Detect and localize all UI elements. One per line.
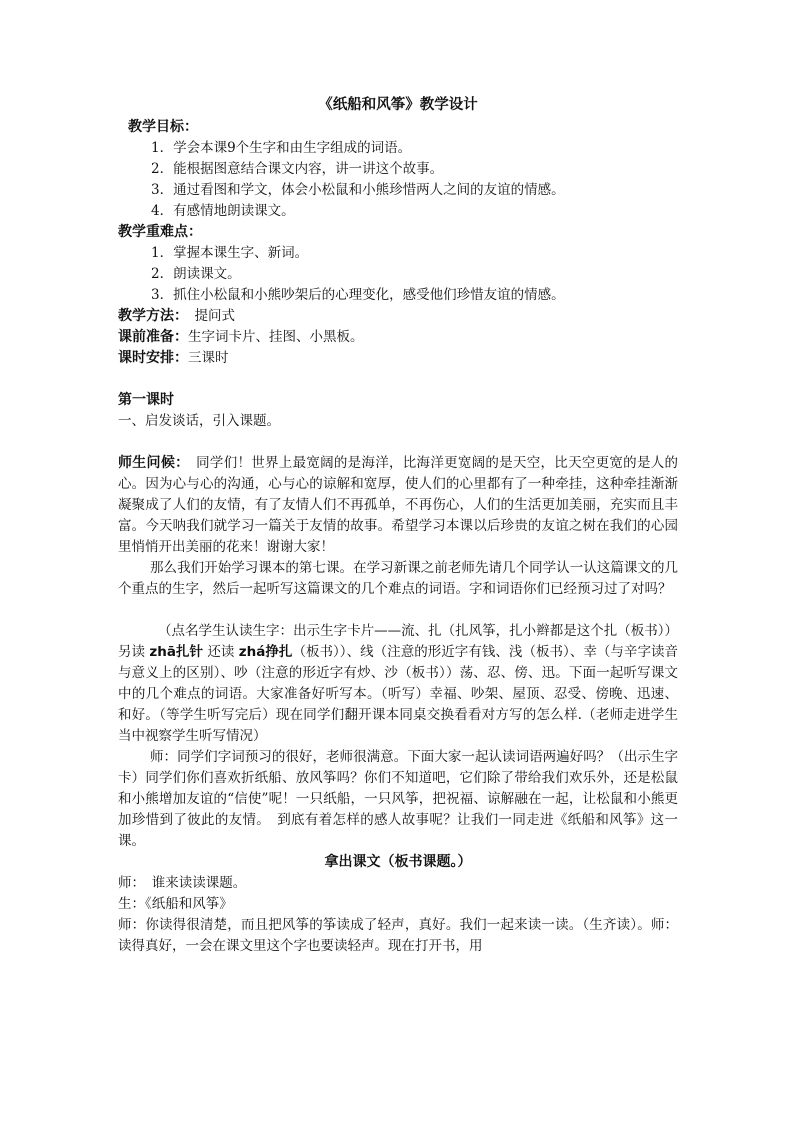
- goals-heading: 教学目标：: [128, 119, 198, 135]
- character-text-a: （点名学生认读生字：出示生字卡片——流、扎（扎风筝，扎小辫都是这个扎（板书））另读: [118, 623, 678, 660]
- method-label: 教学方法：: [118, 308, 181, 324]
- key-point-item: 2．朗读课文。: [151, 266, 241, 282]
- goal-item: 3．通过看图和学文，体会小松鼠和小熊珍惜两人之间的友谊的情感。: [151, 182, 565, 198]
- character-text-b: 还读: [203, 644, 239, 660]
- method-value: 提问式: [181, 308, 235, 324]
- goal-item: 2．能根据图意结合课文内容，讲一讲这个故事。: [151, 161, 444, 177]
- dialog-line: [118, 915, 678, 957]
- goal-item: 1．学会本课9个生字和由生字组成的词语。: [151, 140, 412, 156]
- dialog-speaker: 师：: [118, 875, 139, 891]
- greeting-label: 师生问候：: [118, 455, 183, 471]
- document-body: [118, 94, 678, 957]
- key-point-item: 1．掌握本课生字、新词。: [151, 245, 309, 261]
- pinyin-zha2: zhá挣扎: [238, 644, 293, 660]
- prep-label: 课前准备：: [118, 329, 188, 345]
- lesson1-heading: 第一课时: [118, 392, 174, 408]
- character-text-c: （板书））、线（注意的形近字有钱、浅（板书）、幸（与辛字读音与意义上的区别）、吵（注意的形近字有炒、沙（板书））荡、忍、傍、迅。下面一起听写课文中的几个难点的词语。大家准备好听写本。（听写）幸福、吵架、屋顶、忍受、傍晚、迅速、和好。（等学生听写完后）现在同学们翻开课本同桌交换看看对方写的怎么样.（老师走进学生当中视察学生听写情况）: [118, 644, 679, 744]
- dialog-line: [118, 873, 678, 894]
- method-line: [118, 306, 678, 327]
- dialog-speaker: 师：: [118, 917, 146, 933]
- key-points-heading: 教学重难点：: [118, 224, 202, 240]
- hours-line: [118, 348, 678, 369]
- lesson1-step1: 一、启发谈话，引入课题。: [118, 413, 280, 429]
- teacher-paragraph: 师：同学们字词预习的很好，老师很满意。下面大家一起认读词语两遍好吗？（出示生字卡）同学们你们喜欢折纸船、放风筝吗？你们不知道吧，它们除了带给我们欢乐外，还是松鼠和小熊增加友谊的“信使”呢！一只纸船，一只风筝，把祝福、谅解融在一起，让松鼠和小熊更加珍惜到了彼此的友情。 到底有着怎样的感人故事呢？让我们一同走进《纸船和风筝》这一课。: [118, 749, 678, 849]
- hours-value: 三课时: [188, 350, 229, 366]
- dialog-speaker: 生：: [118, 896, 145, 912]
- dialog-text: 《纸船和风筝》: [145, 896, 233, 912]
- greeting-text: 同学们！世界上最宽阔的是海洋，比海洋更宽阔的是天空，比天空更宽的是人的心。因为心与心的沟通，心与心的谅解和宽厚，使人们的心里都有了一种牵挂，这种牵挂渐渐凝聚成了人们的友情，有了友情人们不再孤单，不再伤心，人们的生活更加美丽，充实而且丰富。今天呐我们就学习一篇关于友情的故事。希望学习本课以后珍贵的友谊之树在我们的心园里悄悄开出美丽的花来！谢谢大家！: [118, 455, 678, 555]
- pinyin-zha1: zhā扎针: [149, 644, 204, 660]
- dialog-line: [118, 894, 678, 915]
- spacer: [118, 369, 678, 390]
- goal-item: 4．有感情地朗读课文。: [151, 203, 295, 219]
- hours-label: 课时安排：: [118, 350, 188, 366]
- board-heading: 拿出课文（板书课题。）: [324, 854, 472, 870]
- greeting-paragraph: [118, 453, 678, 558]
- spacer: [118, 432, 678, 453]
- prep-line: [118, 327, 678, 348]
- spacer: [118, 600, 678, 621]
- dialog-text: 你读得很清楚，而且把风筝的筝读成了轻声，真好。我们一起来读一读。（生齐读）。师：读得真好，一会在课文里这个字也要读轻声。现在打开书，用: [118, 917, 679, 954]
- key-point-item: 3．抓住小松鼠和小熊吵架后的心理变化，感受他们珍惜友谊的情感。: [151, 287, 565, 303]
- dialog-text: 谁来读读课题。: [138, 875, 247, 891]
- prep-value: 生字词卡片、挂图、小黑板。: [188, 329, 364, 345]
- character-paragraph: [118, 621, 678, 747]
- document-title: 《纸船和风筝》教学设计: [318, 96, 478, 113]
- intro-paragraph: 那么我们开始学习课本的第七课。在学习新课之前老师先请几个同学认一认这篇课文的几个重点的生字，然后一起听写这篇课文的几个难点的词语。字和词语你们已经预习过了对吗？: [118, 560, 678, 597]
